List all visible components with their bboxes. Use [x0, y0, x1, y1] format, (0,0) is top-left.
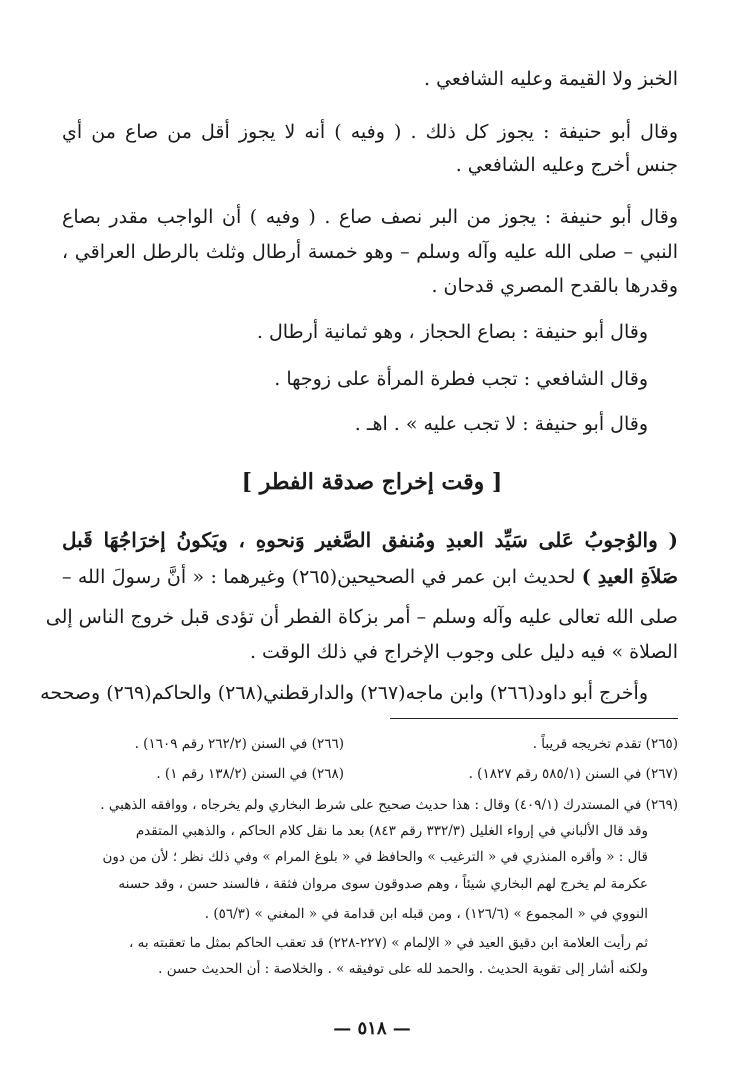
- body-line-9: وقال أبو حنيفة : لا تجب عليه » . اهـ .: [354, 413, 648, 435]
- body-line-5: النبي – صلى الله عليه وآله وسلم – وهو خمسة أرطال وثلث بالرطل العراقي ،: [62, 241, 678, 263]
- footnote-separator: [390, 718, 678, 719]
- footnote-269-line-2: وقد قال الألباني في إرواء الغليل (٣٣٢/٣ رقم ٨٤٣) بعد ما نقل كلام الحاكم ، والذهبي المتقدم: [135, 823, 648, 839]
- page-number: — ٥١٨ —: [333, 1018, 411, 1039]
- matn-line-5: وأخرج أبو داود(٢٦٦) وابن ماجه(٢٦٧) والدارقطني(٢٦٨) والحاكم(٢٦٩) وصححه: [40, 682, 648, 704]
- body-line-8: وقال الشافعي : تجب فطرة المرأة على زوجها .: [274, 368, 648, 390]
- body-line-3: جنس أخرج وعليه الشافعي .: [455, 154, 678, 176]
- footnote-269-line-6: ثم رأيت العلامة ابن دقيق العيد في « الإلمام » (٢٢٧-٢٢٨) قد تعقب الحاكم بمثل ما تعقبته به ،: [128, 935, 648, 951]
- matn-line-2-rest: لحديث ابن عمر في الصحيحين(٢٦٥) وغيرهما : « أنَّ رسولَ الله –: [62, 566, 582, 588]
- matn-bold-phrase: صَلاَةِ العيدِ ): [581, 566, 679, 588]
- matn-line-3: صلى الله تعالى عليه وآله وسلم – أمر بزكاة الفطر أن تؤدى قبل خروج الناس إلى: [45, 606, 678, 628]
- footnote-269-line-1: (٢٦٩) في المستدرك (٤٠٩/١) وقال : هذا حديث صحيح على شرط البخاري ولم يخرجاه ، ووافقه الذهبي .: [100, 797, 678, 813]
- footnote-269-line-3: قال : « وأقره المنذري في « الترغيب » والحافظ في « بلوغ المرام » وفي ذلك نظر ؛ لأن من دون: [102, 849, 648, 865]
- footnote-267: (٢٦٧) في السنن (٥٨٥/١ رقم ١٨٢٧) .: [468, 766, 678, 782]
- footnote-266: (٢٦٦) في السنن (٢٦٢/٢ رقم ١٦٠٩) .: [134, 736, 344, 752]
- footnote-269-line-7: ولكنه أشار إلى تقوية الحديث . والحمد لله على توفيقه » . والخلاصة : أن الحديث حسن .: [158, 961, 648, 977]
- footnote-265: (٢٦٥) تقدم تخريجه قريباً .: [532, 736, 678, 752]
- body-line-4: وقال أبو حنيفة : يجوز من البر نصف صاع . ( وفيه ) أن الواجب مقدر بصاع: [62, 206, 678, 228]
- footnote-269-line-4: عكرمة لم يخرج لهم البخاري شيئاً ، وهم صدوقون سوى مروان فثقة ، فالسند حسن ، وقد حسنه: [118, 876, 648, 892]
- section-heading: [ وقت إخراج صدقة الفطر ]: [241, 469, 503, 495]
- body-line-6: وقدرها بالقدح المصري قدحان .: [431, 275, 678, 297]
- matn-line-4: الصلاة » فيه دليل على وجوب الإخراج في ذلك الوقت .: [249, 641, 678, 663]
- matn-line-1: ( والوُجوبُ عَلى سَيِّد العبدِ ومُنفق الصَّغير وَنحوهِ ، ويَكونُ إخرَاجُهَا قَبل: [62, 528, 678, 552]
- body-line-2: وقال أبو حنيفة : يجوز كل ذلك . ( وفيه ) أنه لا يجوز أقل من صاع من أي: [62, 121, 678, 143]
- matn-line-2: [62, 562, 678, 592]
- footnote-268: (٢٦٨) في السنن (١٣٨/٢ رقم ١) .: [156, 766, 344, 782]
- body-line-1: الخبز ولا القيمة وعليه الشافعي .: [424, 68, 678, 90]
- footnote-269-line-5: النووي في « المجموع » (١٢٦/٦) ، ومن قبله ابن قدامة في « المغني » (٥٦/٣) .: [204, 906, 648, 922]
- body-line-7: وقال أبو حنيفة : بصاع الحجاز ، وهو ثمانية أرطال .: [256, 321, 648, 343]
